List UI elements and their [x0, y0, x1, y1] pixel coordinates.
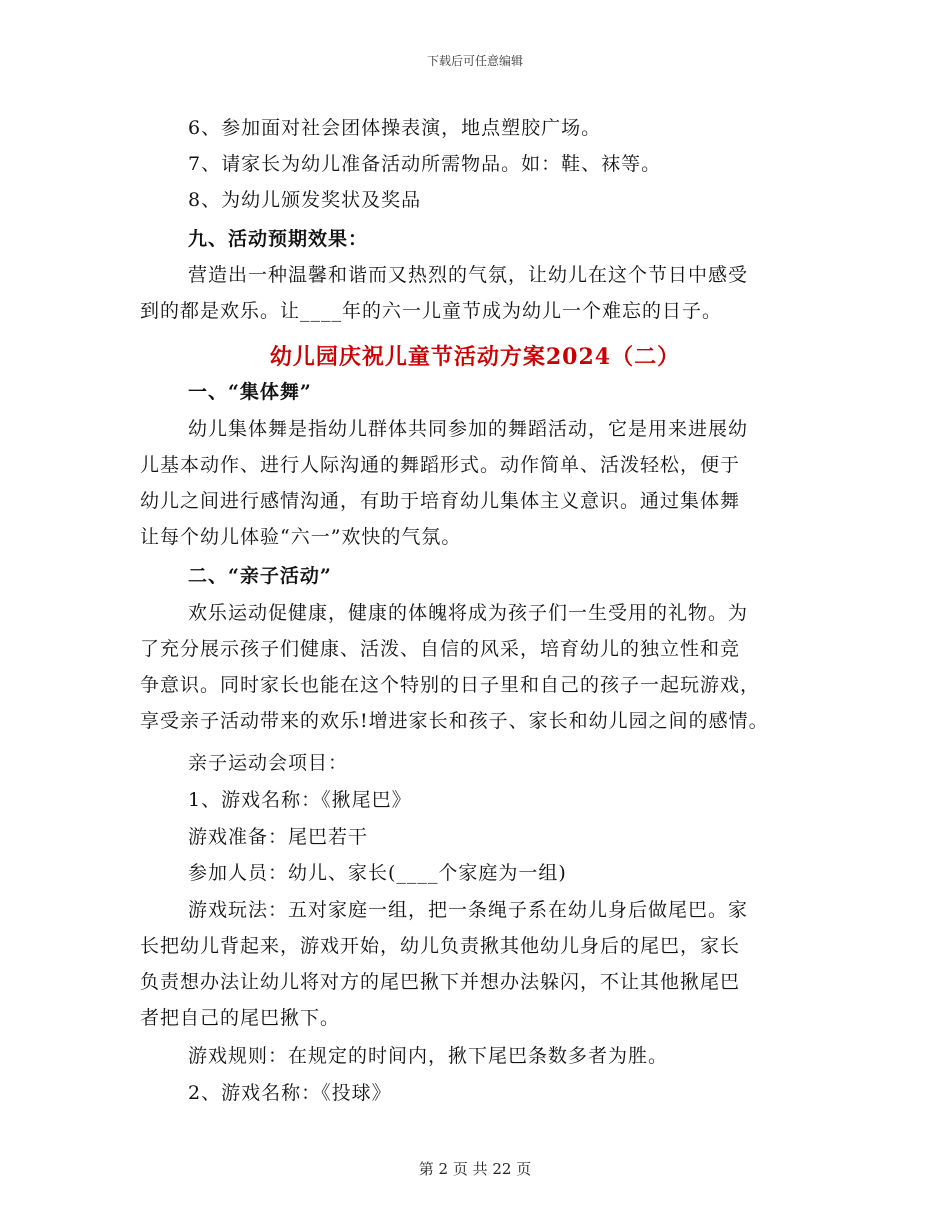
- game-1-rules: 游戏规则：在规定的时间内，揪下尾巴条数多者为胜。: [188, 1045, 669, 1067]
- game-1-name: 1、游戏名称：《揪尾巴》: [188, 789, 412, 811]
- item-6: 6、参加面对社会团体操表演，地点塑胶广场。: [188, 117, 602, 139]
- heading-expected-effect: 九、活动预期效果：: [188, 228, 369, 250]
- paragraph-line: 儿基本动作、进行人际沟通的舞蹈形式。动作简单、活泼轻松，便于: [140, 454, 741, 476]
- page-footer: 第 2 页 共 22 页: [418, 1160, 532, 1178]
- paragraph-line: 幼儿之间进行感情沟通，有助于培育幼儿集体主义意识。通过集体舞: [140, 490, 741, 512]
- heading-group-dance: 一、“集体舞”: [188, 381, 312, 403]
- game-1-prep: 游戏准备：尾巴若干: [188, 826, 369, 848]
- paragraph-line: 争意识。同时家长也能在这个特别的日子里和自己的孩子一起玩游戏，: [140, 674, 761, 696]
- paragraph-line: 亲子运动会项目：: [188, 752, 349, 774]
- paragraph-line: 者把自己的尾巴揪下。: [140, 1007, 341, 1029]
- game-1-participants: 参加人员：幼儿、家长(____个家庭为一组): [188, 862, 567, 884]
- paragraph-line: 幼儿集体舞是指幼儿群体共同参加的舞蹈活动，它是用来进展幼: [188, 418, 749, 440]
- paragraph-line: 让每个幼儿体验“六一”欢快的气氛。: [140, 526, 462, 548]
- item-8: 8、为幼儿颁发奖状及奖品: [188, 189, 422, 211]
- heading-parent-child: 二、“亲子活动”: [188, 565, 332, 587]
- item-7: 7、请家长为幼儿准备活动所需物品。如：鞋、袜等。: [188, 153, 662, 175]
- paragraph-line: 享受亲子活动带来的欢乐!增进家长和孩子、家长和幼儿园之间的感情。: [140, 710, 769, 732]
- paragraph-line: 到的都是欢乐。让____年的六一儿童节成为幼儿一个难忘的日子。: [140, 300, 723, 322]
- section-title: 幼儿园庆祝儿童节活动方案2024（二）: [269, 344, 681, 370]
- paragraph-line: 游戏玩法：五对家庭一组，把一条绳子系在幼儿身后做尾巴。家: [188, 899, 749, 921]
- game-2-name: 2、游戏名称：《投球》: [188, 1082, 392, 1104]
- paragraph-line: 负责想办法让幼儿将对方的尾巴揪下并想办法躲闪，不让其他揪尾巴: [140, 971, 741, 993]
- page-header: 下载后可任意编辑: [426, 54, 523, 68]
- paragraph-line: 营造出一种温馨和谐而又热烈的气氛，让幼儿在这个节日中感受: [188, 264, 749, 286]
- paragraph-line: 了充分展示孩子们健康、活泼、自信的风采，培育幼儿的独立性和竞: [140, 638, 741, 660]
- paragraph-line: 长把幼儿背起来，游戏开始，幼儿负责揪其他幼儿身后的尾巴，家长: [140, 935, 741, 957]
- paragraph-line: 欢乐运动促健康，健康的体魄将成为孩子们一生受用的礼物。为: [188, 602, 749, 624]
